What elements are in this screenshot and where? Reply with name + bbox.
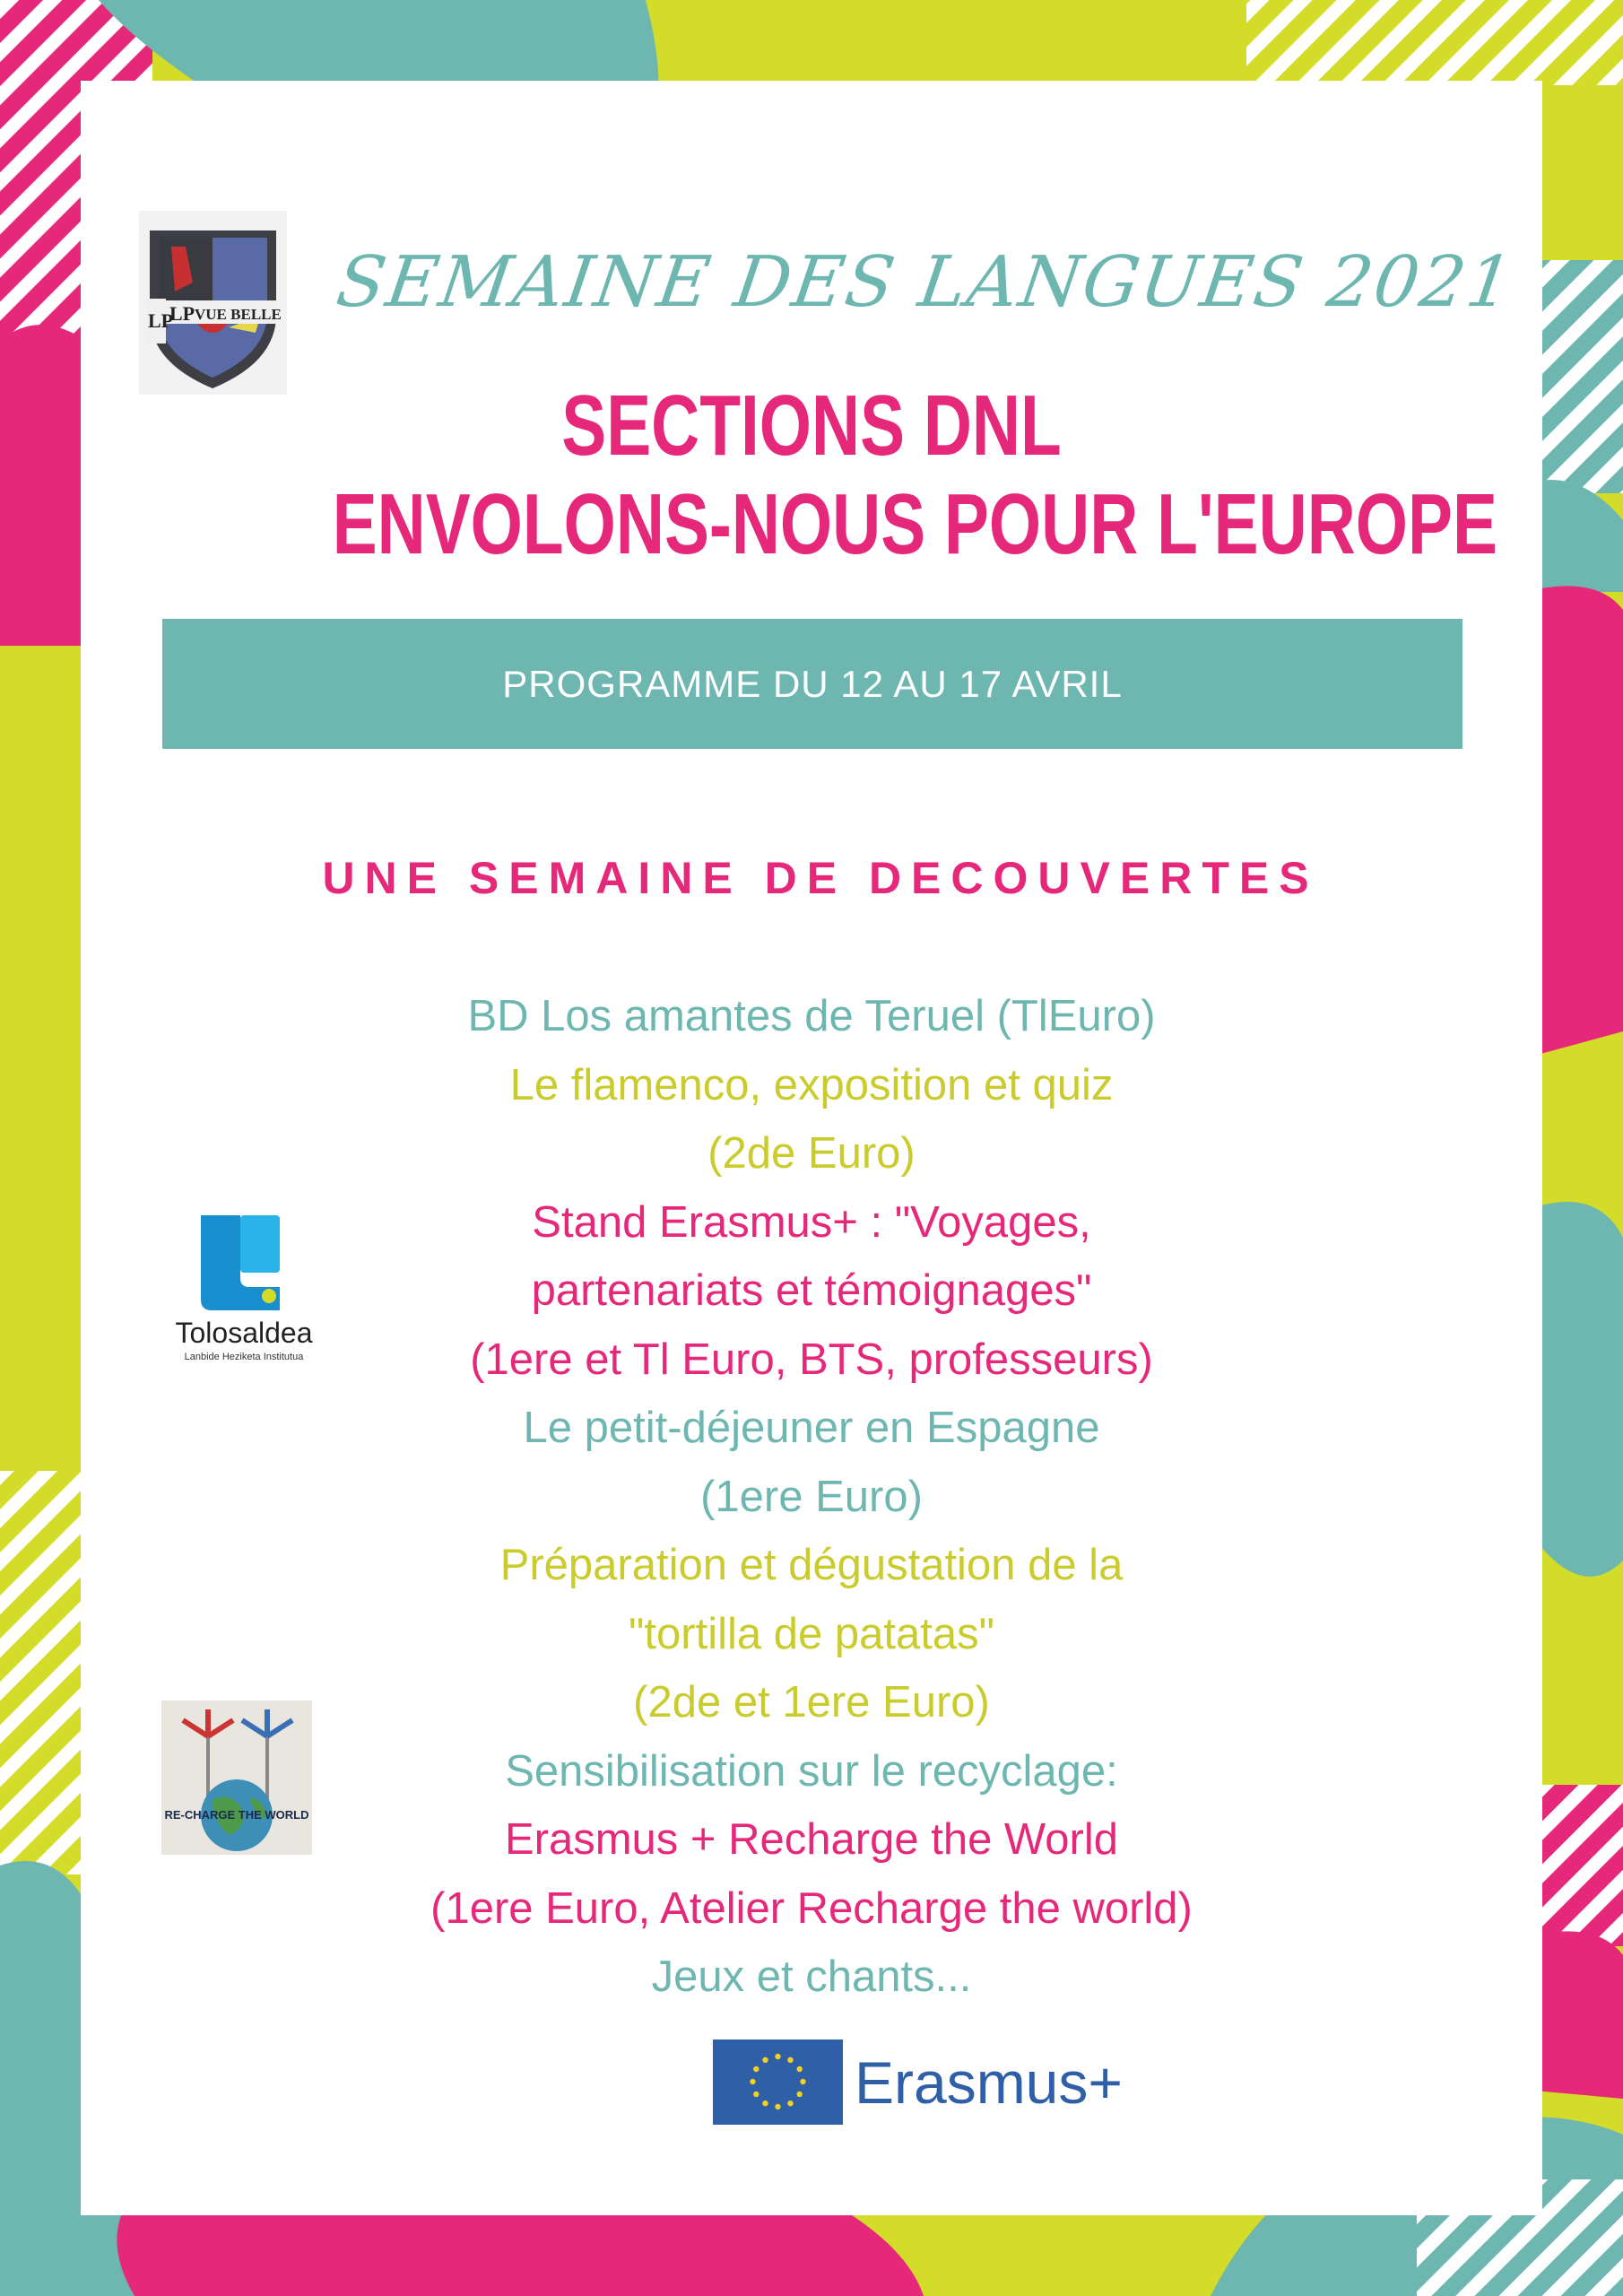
- program-banner: [162, 619, 1462, 749]
- tolosaldea-subtitle: Lanbide Heziketa Institutua: [184, 1352, 304, 1362]
- stripe-block-top-right: [1246, 0, 1623, 85]
- crest-name-text: VUE BELLE: [195, 306, 282, 323]
- svg-text:LP: LP: [148, 309, 174, 332]
- headline-line-1: SECTIONS DNL: [561, 378, 1062, 474]
- program-line: Stand Erasmus+ : "Voyages,: [532, 1197, 1091, 1247]
- program-line: (1ere et Tl Euro, BTS, professeurs): [470, 1335, 1153, 1384]
- recharge-logo-text: RE-CHARGE THE WORLD: [164, 1808, 309, 1822]
- erasmus-plus-logo: [713, 2036, 1143, 2126]
- program-line: (1ere Euro): [700, 1472, 923, 1521]
- headline: [197, 377, 1497, 574]
- eu-flag-icon: [713, 2039, 843, 2125]
- program-line: Préparation et dégustation de la: [499, 1541, 1124, 1589]
- school-crest-logo: [139, 211, 287, 395]
- headline-line-2: ENVOLONS-NOUS POUR L'EUROPE: [332, 476, 1497, 572]
- program-line: (2de et 1ere Euro): [633, 1678, 990, 1726]
- section-title: UNE SEMAINE DE DECOUVERTES: [322, 853, 1319, 903]
- program-line: partenariats et témoignages": [531, 1266, 1092, 1315]
- program-line: Le flamenco, exposition et quiz: [509, 1060, 1114, 1109]
- program-line: Erasmus + Recharge the World: [504, 1815, 1119, 1864]
- event-title: SEMAINE DES LANGUES 2021: [332, 242, 1519, 323]
- recharge-the-world-logo: [161, 1700, 312, 1855]
- program-line: "tortilla de patatas": [629, 1609, 994, 1658]
- program-list: [296, 982, 1327, 2012]
- program-line: BD Los amantes de Teruel (TlEuro): [467, 992, 1156, 1040]
- erasmus-plus-text: Erasmus+: [855, 2049, 1123, 2116]
- tolosaldea-name: Tolosaldea: [175, 1317, 313, 1349]
- tolosaldea-logo: [161, 1206, 327, 1372]
- program-line: (2de Euro): [707, 1129, 916, 1178]
- program-line: Sensibilisation sur le recyclage:: [505, 1746, 1118, 1796]
- program-line: (1ere Euro, Atelier Recharge the world): [430, 1883, 1193, 1933]
- crest-lp-text: LP: [169, 302, 195, 325]
- program-line: Le petit-déjeuner en Espagne: [523, 1404, 1100, 1452]
- program-banner-text: PROGRAMME DU 12 AU 17 AVRIL: [502, 662, 1123, 705]
- program-line: Jeux et chants...: [651, 1952, 972, 2001]
